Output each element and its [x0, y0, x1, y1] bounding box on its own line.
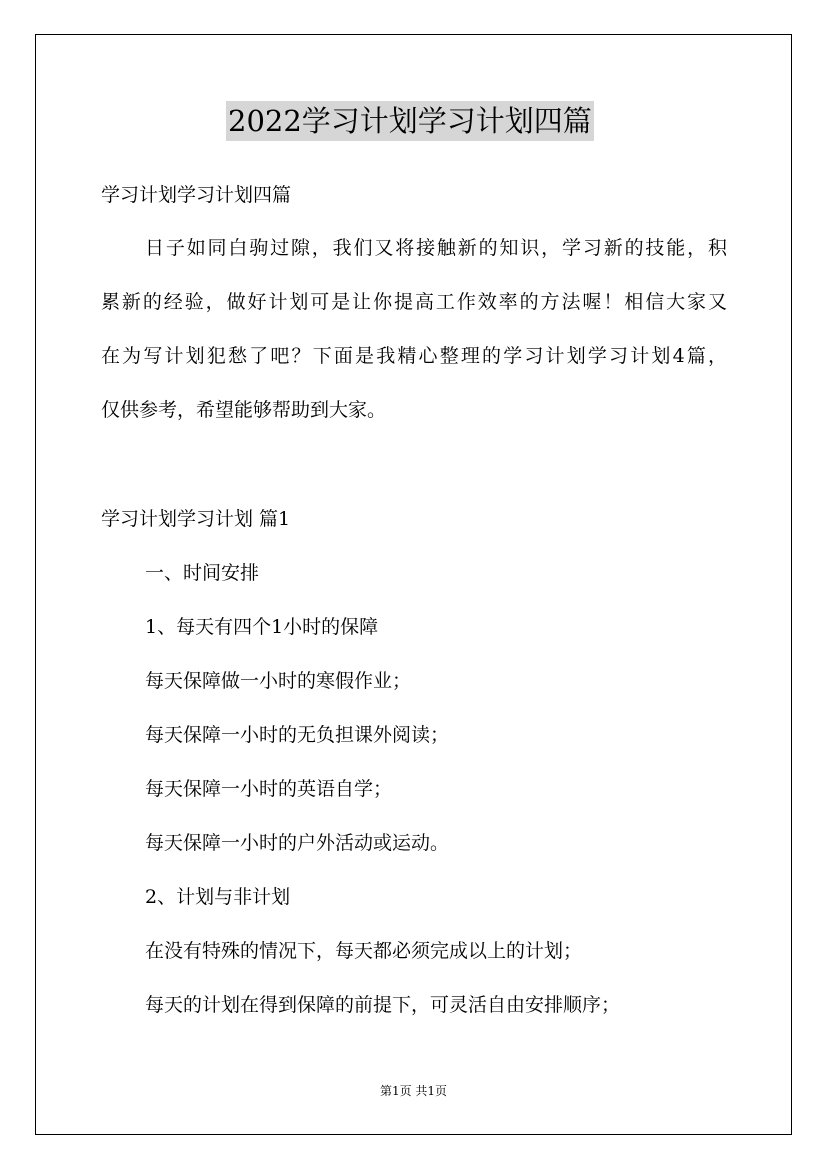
intro-paragraph-line: 在为写计划犯愁了吧？下面是我精心整理的学习计划学习计划4篇， — [101, 345, 727, 367]
body-line: 在没有特殊的情况下，每天都必须完成以上的计划； — [145, 940, 583, 962]
intro-paragraph-line: 日子如同白驹过隙，我们又将接触新的知识，学习新的技能，积 — [145, 237, 727, 259]
section-heading: 学习计划学习计划 篇1 — [101, 508, 291, 530]
body-line: 每天的计划在得到保障的前提下，可灵活自由安排顺序； — [145, 994, 621, 1016]
page-footer: 第1页 共1页 — [379, 1084, 448, 1098]
body-line: 一、时间安排 — [145, 562, 260, 584]
document-subtitle: 学习计划学习计划四篇 — [101, 184, 292, 206]
document-title: 2022学习计划学习计划四篇 — [226, 101, 594, 141]
intro-paragraph-line: 仅供参考，希望能够帮助到大家。 — [101, 399, 387, 421]
body-line: 每天保障一小时的无负担课外阅读； — [145, 724, 450, 746]
intro-paragraph-line: 累新的经验，做好计划可是让你提高工作效率的方法喔！相信大家又 — [101, 291, 727, 313]
body-line: 每天保障一小时的英语自学； — [145, 778, 393, 800]
body-line: 每天保障做一小时的寒假作业； — [145, 670, 412, 692]
body-line: 每天保障一小时的户外活动或运动。 — [145, 832, 450, 854]
body-line: 2、计划与非计划 — [145, 886, 291, 908]
body-line: 1、每天有四个1小时的保障 — [145, 616, 379, 638]
